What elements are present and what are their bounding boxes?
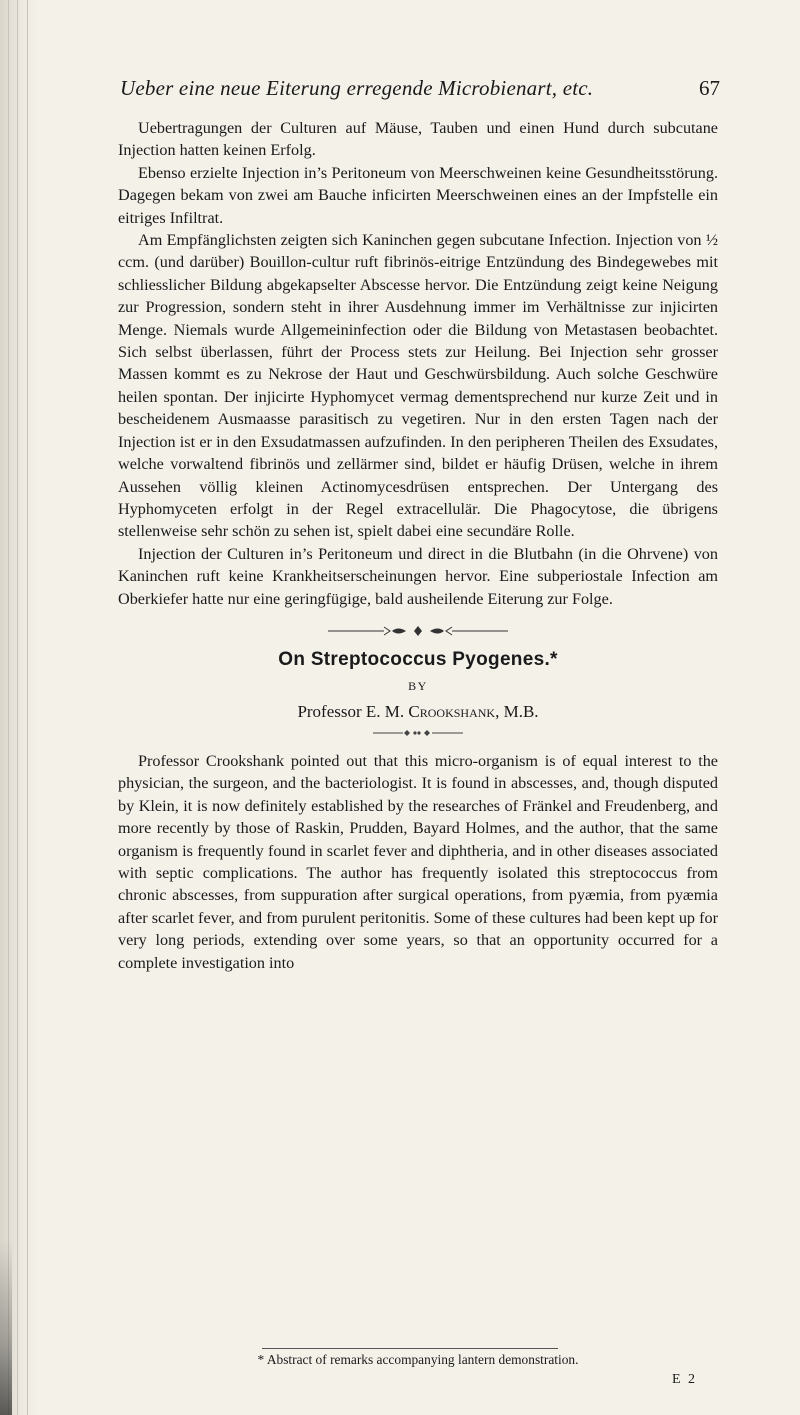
- footnote: * Abstract of remarks accompanying lantern demonstration.: [257, 1352, 579, 1367]
- signature-mark: E 2: [672, 1372, 698, 1387]
- author-prefix: Professor E. M.: [297, 701, 409, 721]
- paragraph: Am Empfänglichsten zeigten sich Kaninchen gegen subcutane Infection. Injection von ½ ccm. (und darüber) Bouillon-cultur ruft fibrinös-eitrige Entzündung des Bindegewebes mit schliesslicher Bildung abgekapselter Abscesse hervor. Die Entzündung zeigt keine Neigung zur Progression, sondern steht in ihrer Ausdehnung immer im Verhältnisse zur injicirten Menge. Niemals wurde Allgemeininfection oder die Bildung von Metastasen beobachtet. Sich selbst überlassen, führt der Process stets zur Heilung. Bei Injection sehr grosser Massen kommt es zu Nekrose der Haut und Geschwürsbildung. Auch solche Geschwüre heilen spontan. Der injicirte Hyphomycet vermag dementsprechend nur kurze Zeit und in bescheidenem Ausmaasse parasitisch zu vegetiren. Nur in den ersten Tagen nach der Injection ist er in den Exsudatmassen aufzufinden. In den peripheren Theilen des Exsudates, welche vorwaltend fibrinös und zellärmer sind, bildet er häufig Drüsen, welche in ihrem Aussehen völlig kleinen Actinomycesdrüsen entsprechen. Der Untergang des Hyphomyceten erfolgt in der Regel extracellulär. Die Phagocytose, die übrigens stellenweise sehr schön zu sehen ist, spielt dabei eine secundäre Rolle.: [118, 231, 718, 541]
- section-divider-ornament: [328, 625, 508, 637]
- paragraph: Uebertragungen der Culturen auf Mäuse, Tauben und einen Hund durch subcutane Injection hatten keinen Erfolg.: [118, 119, 718, 160]
- author-name: Crookshank: [408, 701, 496, 721]
- spine-line: [17, 0, 18, 1415]
- author-divider-ornament: [373, 729, 463, 737]
- author-line: [118, 702, 718, 722]
- spine-line: [8, 0, 9, 1415]
- article-title: On Streptococcus Pyogenes.*: [278, 648, 558, 670]
- page-header: [120, 76, 720, 106]
- spine-dark-corner: [0, 1240, 12, 1415]
- page-content: [118, 117, 718, 974]
- book-spine-shadow: [0, 0, 38, 1415]
- author-suffix: , M.B.: [495, 701, 539, 721]
- spine-line: [27, 0, 28, 1415]
- paragraph: Ebenso erzielte Injection in’s Peritoneum von Meerschweinen keine Gesundheitsstörung. Dagegen bekam von zwei am Bauche inficirten Meerschweinen eines an der Impfstelle ein eitriges Infiltrat.: [118, 163, 718, 227]
- byline: BY: [408, 678, 428, 693]
- running-title: Ueber eine neue Eiterung erregende Microbienart, etc.: [120, 76, 594, 100]
- footnote-rule: [262, 1348, 558, 1349]
- page-number: 67: [699, 76, 720, 100]
- paragraph: Professor Crookshank pointed out that this micro-organism is of equal interest to the physician, the surgeon, and the bacteriologist. It is found in abscesses, and, though disputed by Klein, it is now definitely established by the researches of Fränkel and Freudenberg, and more recently by those of Raskin, Prudden, Bayard Holmes, and the author, that the same organism is frequently found in scarlet fever and diphtheria, and in other diseases associated with septic complications. The author has frequently isolated this streptococcus from chronic abscesses, from suppuration after surgical operations, from pyæmia, from pyæmia after scarlet fever, and from purulent peritonitis. Some of these cultures had been kept up for very long periods, extending over some years, so that an opportunity occurred for a complete investigation into: [118, 751, 718, 972]
- paragraph: Injection der Culturen in’s Peritoneum und direct in die Blutbahn (in die Ohrvene) von Kaninchen ruft keine Krankheitserscheinungen hervor. Eine subperiostale Infection am Oberkiefer hatte nur eine geringfügige, bald ausheilende Eiterung zur Folge.: [118, 544, 718, 608]
